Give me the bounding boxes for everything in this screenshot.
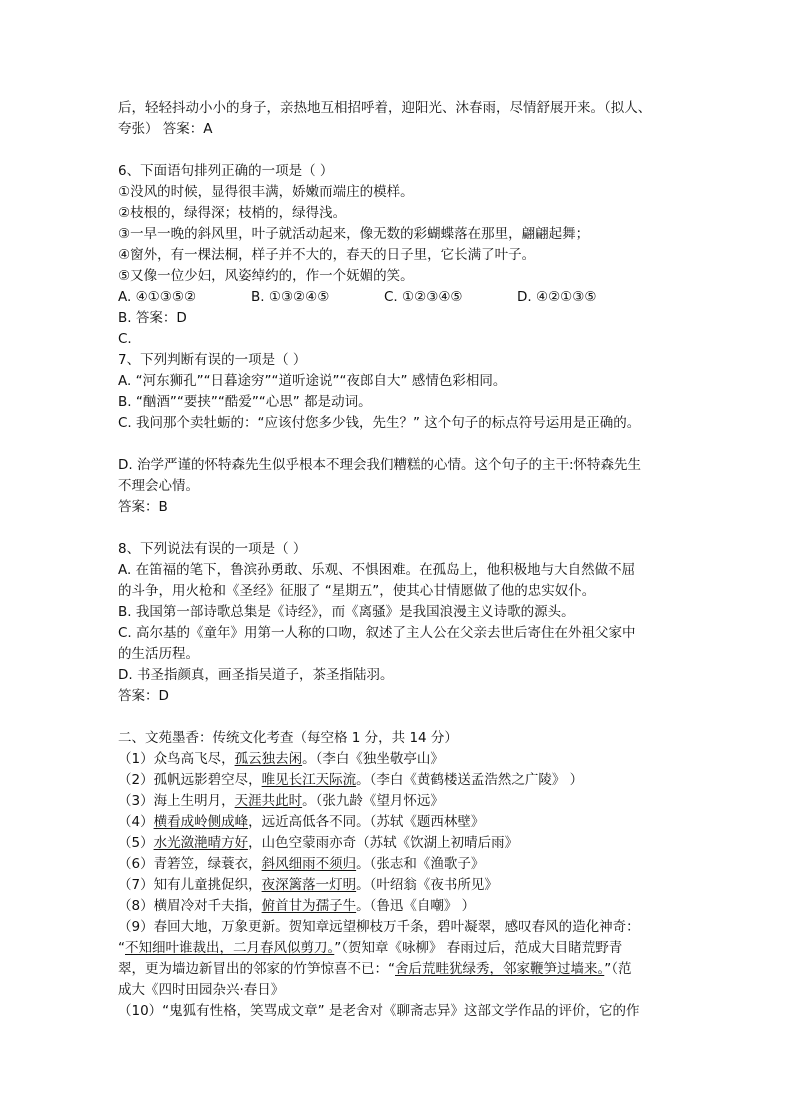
fill-answer: 水光潋滟晴方好 <box>153 835 249 851</box>
poem-item-9-line-3: 翠，更为墙边新冒出的邻家的竹笋惊喜不已：“舍后荒畦犹绿秀，邻家鞭笋过墙来。”（范 <box>118 961 632 977</box>
q6-extra: C. <box>118 331 132 347</box>
intro-line-1: 后，轻轻抖动小小的身子，亲热地互相招呼着，迎阳光、沐春雨，尽情舒展开来。（拟人、 <box>118 100 652 116</box>
q7-option-b: B. “酗酒”“要挟”“酷爱”“心思” 都是动词。 <box>118 394 372 410</box>
poem-item: （6）青箬笠，绿蓑衣，斜风细雨不须归。（张志和《渔歌子》 <box>118 856 485 872</box>
q8-option-a-line-1: A. 在笛福的笔下，鲁滨孙勇敢、乐观、不惧困难。在孤岛上，他积极地与大自然做不屈 <box>118 562 636 578</box>
fill-answer: 不知细叶谁裁出，二月春风似剪刀。 <box>125 940 335 956</box>
q6-sentence-1: ①没风的时候，显得很丰满，娇嫩而端庄的模样。 <box>118 184 414 200</box>
fill-answer: 天涯共此时 <box>234 793 303 809</box>
q7-option-d-line-1: D. 治学严谨的怀特森先生似乎根本不理会我们糟糕的心情。这个句子的主干:怀特森先生 <box>118 457 642 473</box>
q7-option-a: A. “河东狮孔”“日暮途穷”“道听途说”“夜郎自大” 感情色彩相同。 <box>118 373 507 389</box>
poem-item: （5）水光潋滟晴方好，山色空蒙雨亦奇（苏轼《饮湖上初晴后雨》 <box>118 835 519 851</box>
q6-option-d: D. ④②①③⑤ <box>517 289 597 305</box>
q8-stem: 8、下列说法有误的一项是（ ） <box>118 541 307 557</box>
poem-item: （4）横看成岭侧成峰，远近高低各不同。（苏轼《题西林壁》 <box>118 814 485 830</box>
q6-options <box>118 287 597 307</box>
q7-answer: 答案：B <box>118 499 168 515</box>
poem-item: （7）知有儿童挑促织，夜深篱落一灯明。（叶绍翁《夜书所见》 <box>118 877 498 893</box>
q8-option-c-line-2: 的生活历程。 <box>118 646 199 662</box>
poem-item-9-line-1: （9）春回大地，万象更新。贺知章远望柳枝万千条，碧叶凝翠，感叹春风的造化神奇： <box>118 919 640 935</box>
fill-answer: 横看成岭侧成峰 <box>153 814 249 830</box>
poem-item-9-line-2: “不知细叶谁裁出，二月春风似剪刀。”（贺知章《咏柳》 春雨过后，范成大目睹荒野青 <box>118 940 623 956</box>
poem-item: （3）海上生明月，天涯共此时。（张九龄《望月怀远》 <box>118 793 444 809</box>
fill-answer: 唯见长江天际流 <box>261 772 357 788</box>
q7-stem: 7、下列判断有误的一项是（ ） <box>118 352 307 368</box>
poem-item: （1）众鸟高飞尽，孤云独去闲。（李白《独坐敬亭山》 <box>118 751 444 767</box>
q8-option-d: D. 书圣指颜真，画圣指吴道子，茶圣指陆羽。 <box>118 667 394 683</box>
q6-option-b: B. ①③②④⑤ <box>251 289 330 305</box>
fill-answer: 俯首甘为孺子牛 <box>261 898 357 914</box>
poem-item: （8）横眉冷对千夫指，俯首甘为孺子牛。（鲁迅《自嘲》 ） <box>118 898 476 914</box>
fill-answer: 夜深篱落一灯明 <box>261 877 357 893</box>
section-2-title: 二、文苑墨香：传统文化考查（每空格 1 分，共 14 分） <box>118 730 458 746</box>
q8-answer: 答案：D <box>118 688 169 704</box>
q6-sentence-2: ②枝根的，绿得深；枝梢的，绿得浅。 <box>118 205 347 221</box>
q8-option-c-line-1: C. 高尔基的《童年》用第一人称的口吻，叙述了主人公在父亲去世后寄住在外祖父家中 <box>118 625 636 641</box>
poem-item-9-line-4: 成大《四时田园杂兴·春日》 <box>118 982 285 998</box>
poem-item: （2）孤帆远影碧空尽，唯见长江天际流。（李白《黄鹤楼送孟浩然之广陵》 ） <box>118 772 584 788</box>
q8-option-b: B. 我国第一部诗歌总集是《诗经》，而《离骚》是我国浪漫主义诗歌的源头。 <box>118 604 575 620</box>
fill-answer: 斜风细雨不须归 <box>261 856 357 872</box>
q6-option-c: C. ①②③④⑤ <box>384 289 463 305</box>
q6-sentence-4: ④窗外，有一棵法桐，样子并不大的，春天的日子里，它长满了叶子。 <box>118 247 536 263</box>
q8-option-a-line-2: 的斗争，用火枪和《圣经》征服了 “星期五”，使其心甘情愿做了他的忠实奴仆。 <box>118 583 596 599</box>
q6-sentence-3: ③一早一晚的斜风里，叶子就活动起来，像无数的彩蝴蝶落在那里，翩翩起舞； <box>118 226 590 242</box>
q6-stem: 6、下面语句排列正确的一项是（ ） <box>118 163 334 179</box>
q6-answer: B. 答案：D <box>118 310 187 326</box>
q7-option-d-line-2: 不理会心情。 <box>118 478 199 494</box>
fill-answer: 舍后荒畦犹绿秀，邻家鞭笋过墙来。 <box>395 961 605 977</box>
poem-item-10: （10）“鬼狐有性格，笑骂成文章” 是老舍对《聊斋志异》这部文学作品的评价，它的作 <box>118 1003 640 1019</box>
fill-answer: 孤云独去闲 <box>234 751 303 767</box>
intro-line-2: 夸张） 答案：A <box>118 121 213 137</box>
q6-sentence-5: ⑤又像一位少妇，风姿绰约的，作一个妩媚的笑。 <box>118 268 414 284</box>
q6-option-a: A. ④①③⑤② <box>118 289 197 305</box>
q7-option-c: C. 我问那个卖牡蛎的：“应该付您多少钱，先生？” 这个句子的标点符号运用是正确的。 <box>118 415 641 431</box>
